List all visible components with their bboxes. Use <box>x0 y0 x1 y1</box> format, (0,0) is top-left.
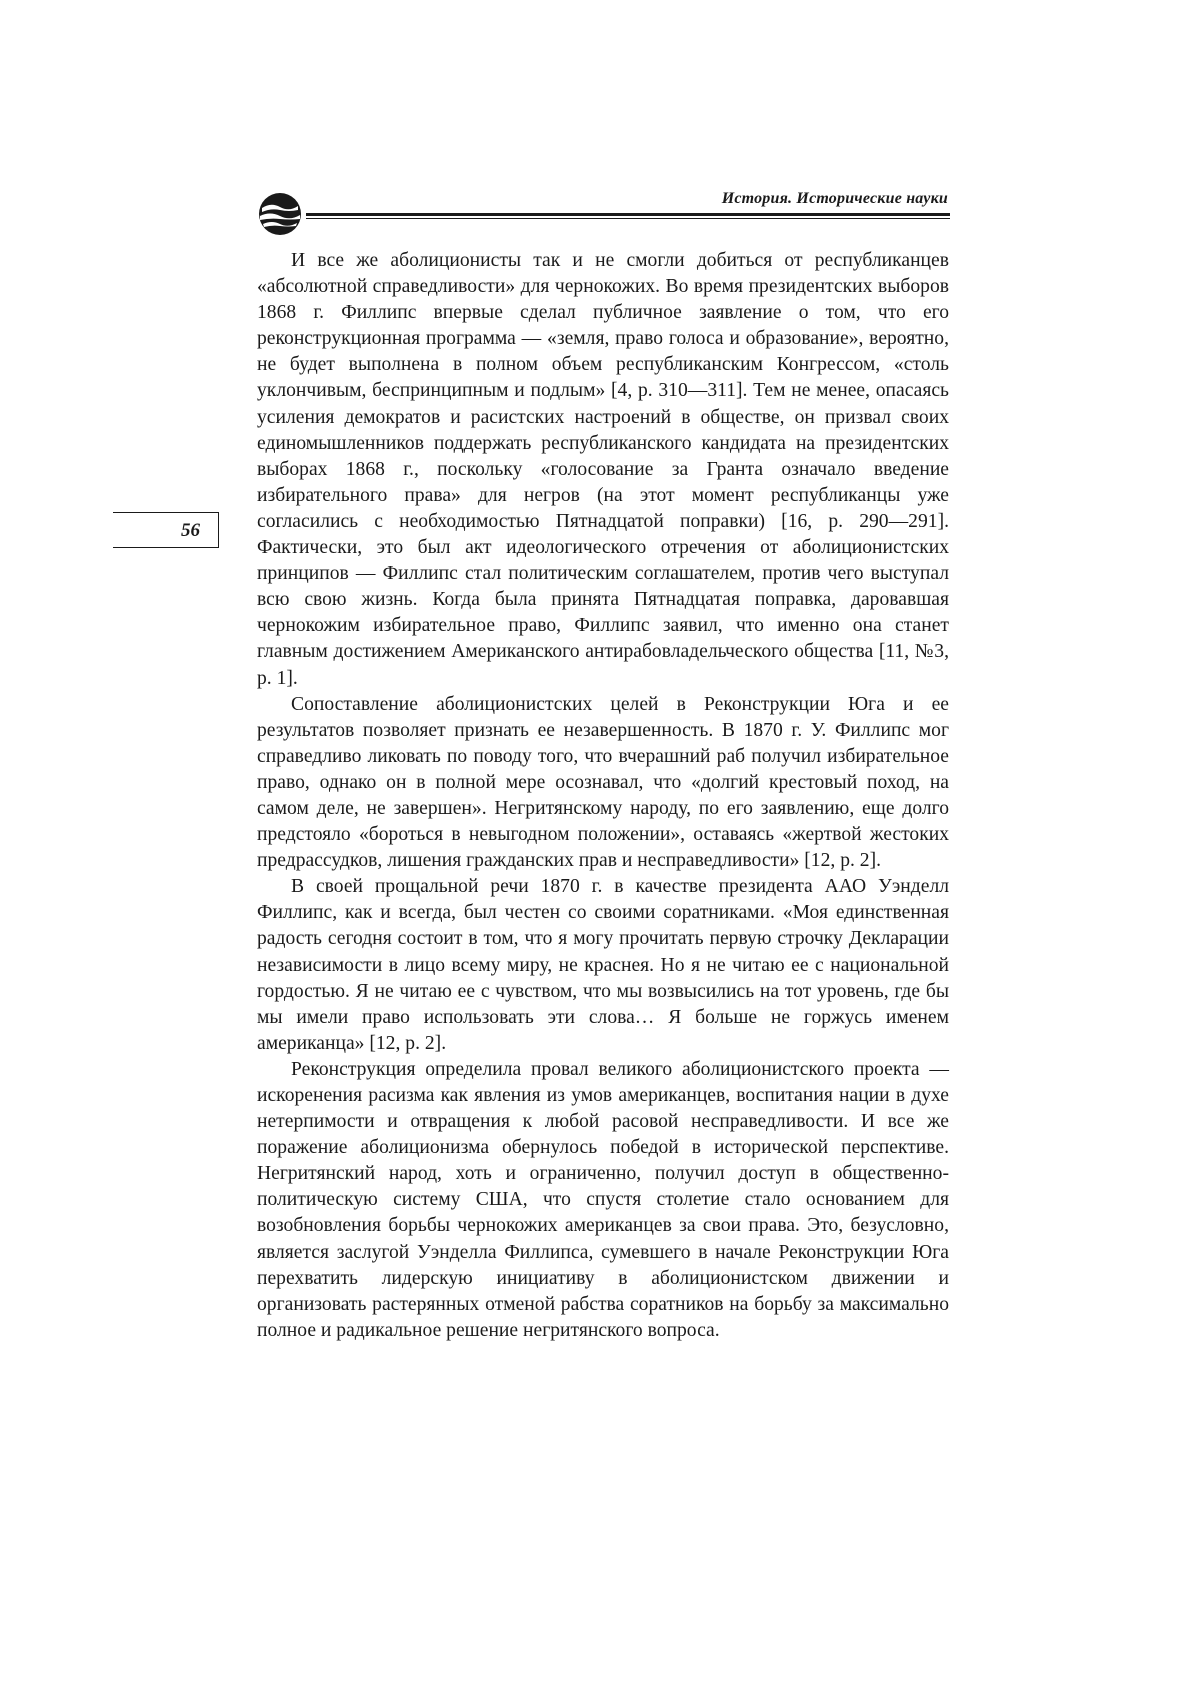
header-rule <box>306 213 950 216</box>
paragraph-3: В своей прощальной речи 1870 г. в качестве президента ААО Уэнделл Филлипс, как и всегда, был честен со своими соратниками. «Моя единственная радость сегодня состоит в том, что я могу прочитать первую строчку Декларации независимости в лицо всему миру, не краснея. Но я не читаю ее с национальной гордостью. Я не читаю ее с чувством, что мы возвысились на тот уровень, где бы мы имели право использовать эти слова… Я больше не горжусь именем американца» [12, p. 2]. <box>257 876 949 1054</box>
paragraph-2: Сопоставление аболиционистских целей в Реконструкции Юга и ее результатов позволяет признать ее незавершенность. В 1870 г. У. Филлипс мог справедливо ликовать по поводу того, что вчерашний раб получил избирательное право, однако он в полной мере осознавал, что «долгий крестовый поход, на самом деле, не завершен». Негритянскому народу, по его заявлению, еще долго предстояло «бороться в невыгодном положении», оставаясь «жертвой жестоких предрассудков, лишения гражданских прав и несправедливости» [12, p. 2]. <box>257 693 949 872</box>
running-header <box>256 190 950 238</box>
paragraph-1: И все же аболиционисты так и не смогли добиться от республиканцев «абсолютной справедливости» для чернокожих. Во время президентских выборов 1868 г. Филлипс впервые сделал публичное заявление о том, что его реконструкционная программа — «земля, право голоса и образование», вероятно, не будет выполнена в полном объем республиканским Конгрессом, «столь уклончивым, беспринципным и подлым» [4, p. 310—311]. Тем не менее, опасаясь усиления демократов и расистских настроений в обществе, он призвал своих единомышленников поддержать республиканского кандидата на президентских выборах 1868 г., поскольку «голосование за Гранта означало введение избирательного права» для негров (на этот момент республиканцы уже согласились с необходимостью Пятнадцатой поправки) [16, p. 290—291]. Фактически, это был акт идеологического отречения от аболиционистских принципов — Филлипс стал политическим соглашателем, против чего выступал всю свою жизнь. Когда была принята Пятнадцатая поправка, даровавшая чернокожим избирательное право, Филлипс заявил, что именно она станет главным достижением Американского антирабовладельческого общества [11, №3, p. 1]. <box>257 250 949 689</box>
article-body <box>257 248 949 1344</box>
wave-circle-logo-icon <box>256 190 304 238</box>
page-number-box <box>113 512 219 548</box>
section-title: История. Исторические науки <box>721 190 948 207</box>
page-number: 56 <box>181 520 200 541</box>
header-rule-thin <box>306 218 950 219</box>
paragraph-4: Реконструкция определила провал великого аболиционистского проекта — искоренения расизма как явления из умов американцев, воспитания нации в духе нетерпимости и отвращения к любой расовой несправедливости. И все же поражение аболиционизма обернулось победой в исторической перспективе. Негритянский народ, хоть и ограниченно, получил доступ в общественно-политическую систему США, что спустя столетие стало основанием для возобновления борьбы чернокожих американцев за свои права. Это, безусловно, является заслугой Уэнделла Филлипса, сумевшего в начале Реконструкции Юга перехватить лидерскую инициативу в аболиционистском движении и организовать растерянных отменой рабства соратников на борьбу за максимально полное и радикальное решение негритянского вопроса. <box>257 1058 949 1341</box>
